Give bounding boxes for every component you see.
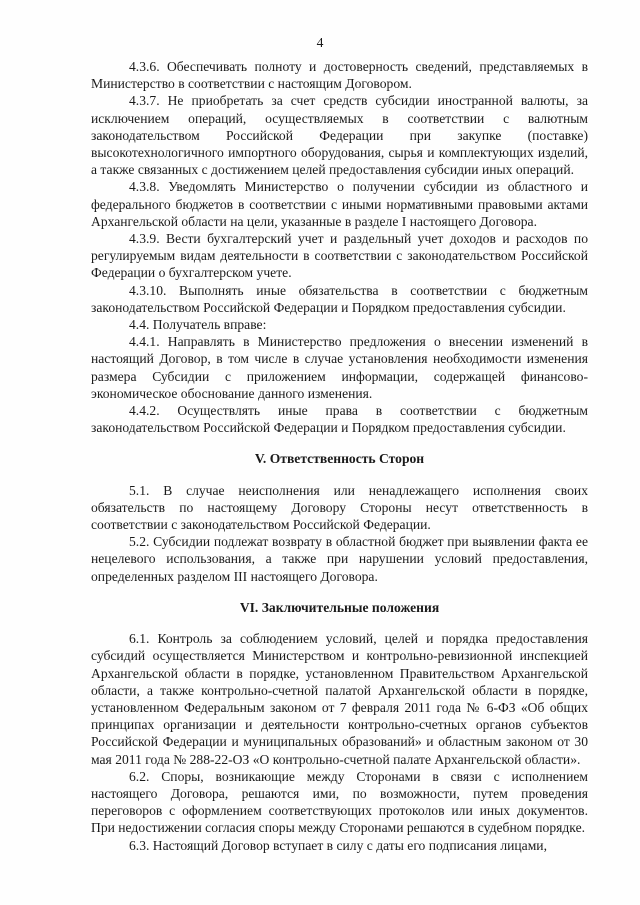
paragraph-4-3-9: 4.3.9. Вести бухгалтерский учет и раздельный учет доходов и расходов по регулируемым видам деятельности в соответствии с законодательством Российской Федерации о бухгалтерском учете.	[91, 231, 588, 281]
page-number: 4	[316, 35, 324, 50]
paragraph-4-3-6: 4.3.6. Обеспечивать полноту и достоверность сведений, представляемых в Министерство в соответствии с настоящим Договором.	[91, 59, 588, 92]
paragraph-6-1: 6.1. Контроль за соблюдением условий, целей и порядка предоставления субсидий осуществляется Министерством и контрольно-ревизионной инспекцией Архангельской области в порядке, установленном Правительством Архангельской области, а также контрольно-счетной палатой Архангельской области в порядке, установленном Федеральным законом от 7 февраля 2011 года № 6-ФЗ «Об общих принципах организации и деятельности контрольно-счетных органов субъектов Российской Федерации и муниципальных образований» и областным законом от 30 мая 2011 года № 288-22-ОЗ «О контрольно-счетной палате Архангельской области».	[91, 631, 588, 767]
paragraph-4-4-1: 4.4.1. Направлять в Министерство предложения о внесении изменений в настоящий Договор, в том числе в случае установления необходимости изменения размера Субсидии с приложением информации, содержащей финансово-экономическое обоснование данного изменения.	[91, 334, 588, 401]
section-heading-5: V. Ответственность Сторон	[254, 451, 425, 467]
section-heading-6: VI. Заключительные положения	[239, 599, 440, 615]
paragraph-6-3: 6.3. Настоящий Договор вступает в силу с даты его подписания лицами,	[129, 837, 547, 853]
paragraph-5-2: 5.2. Субсидии подлежат возврату в областной бюджет при выявлении факта ее нецелевого использования, а также при нарушении условий предоставления, определенных разделом III настоящего Договора.	[91, 534, 588, 584]
paragraph-4-3-10: 4.3.10. Выполнять иные обязательства в соответствии с бюджетным законодательством Российской Федерации и Порядком предоставления субсидии.	[91, 282, 588, 315]
paragraph-6-2: 6.2. Споры, возникающие между Сторонами в связи с исполнением настоящего Договора, решаются ими, по возможности, путем проведения переговоров с оформлением соответствующих протоколов или иных документов. При недостижении согласия споры между Сторонами решаются в судебном порядке.	[91, 768, 588, 836]
paragraph-5-1: 5.1. В случае неисполнения или ненадлежащего исполнения своих обязательств по настоящему Договору Стороны несут ответственность в соответствии с законодательством Российской Федерации.	[91, 482, 588, 533]
document-body	[91, 58, 588, 854]
paragraph-4-3-7: 4.3.7. Не приобретать за счет средств субсидии иностранной валюты, за исключением операций, осуществляемых в соответствии с валютным законодательством Российской Федерации при закупке (поставке) высокотехнологичного импортного оборудования, сырья и комплектующих изделий, а также связанных с достижением целей предоставления субсидии иных операций.	[91, 93, 588, 178]
paragraph-4-4-2: 4.4.2. Осуществлять иные права в соответствии с бюджетным законодательством Российской Федерации и Порядком предоставления субсидии.	[91, 403, 588, 436]
paragraph-4-4: 4.4. Получатель вправе:	[129, 317, 267, 333]
paragraph-4-3-8: 4.3.8. Уведомлять Министерство о получении субсидии из областного и федерального бюджетов в соответствии с иными нормативными правовыми актами Архангельской области на цели, указанные в разделе I настоящего Договора.	[91, 179, 588, 229]
